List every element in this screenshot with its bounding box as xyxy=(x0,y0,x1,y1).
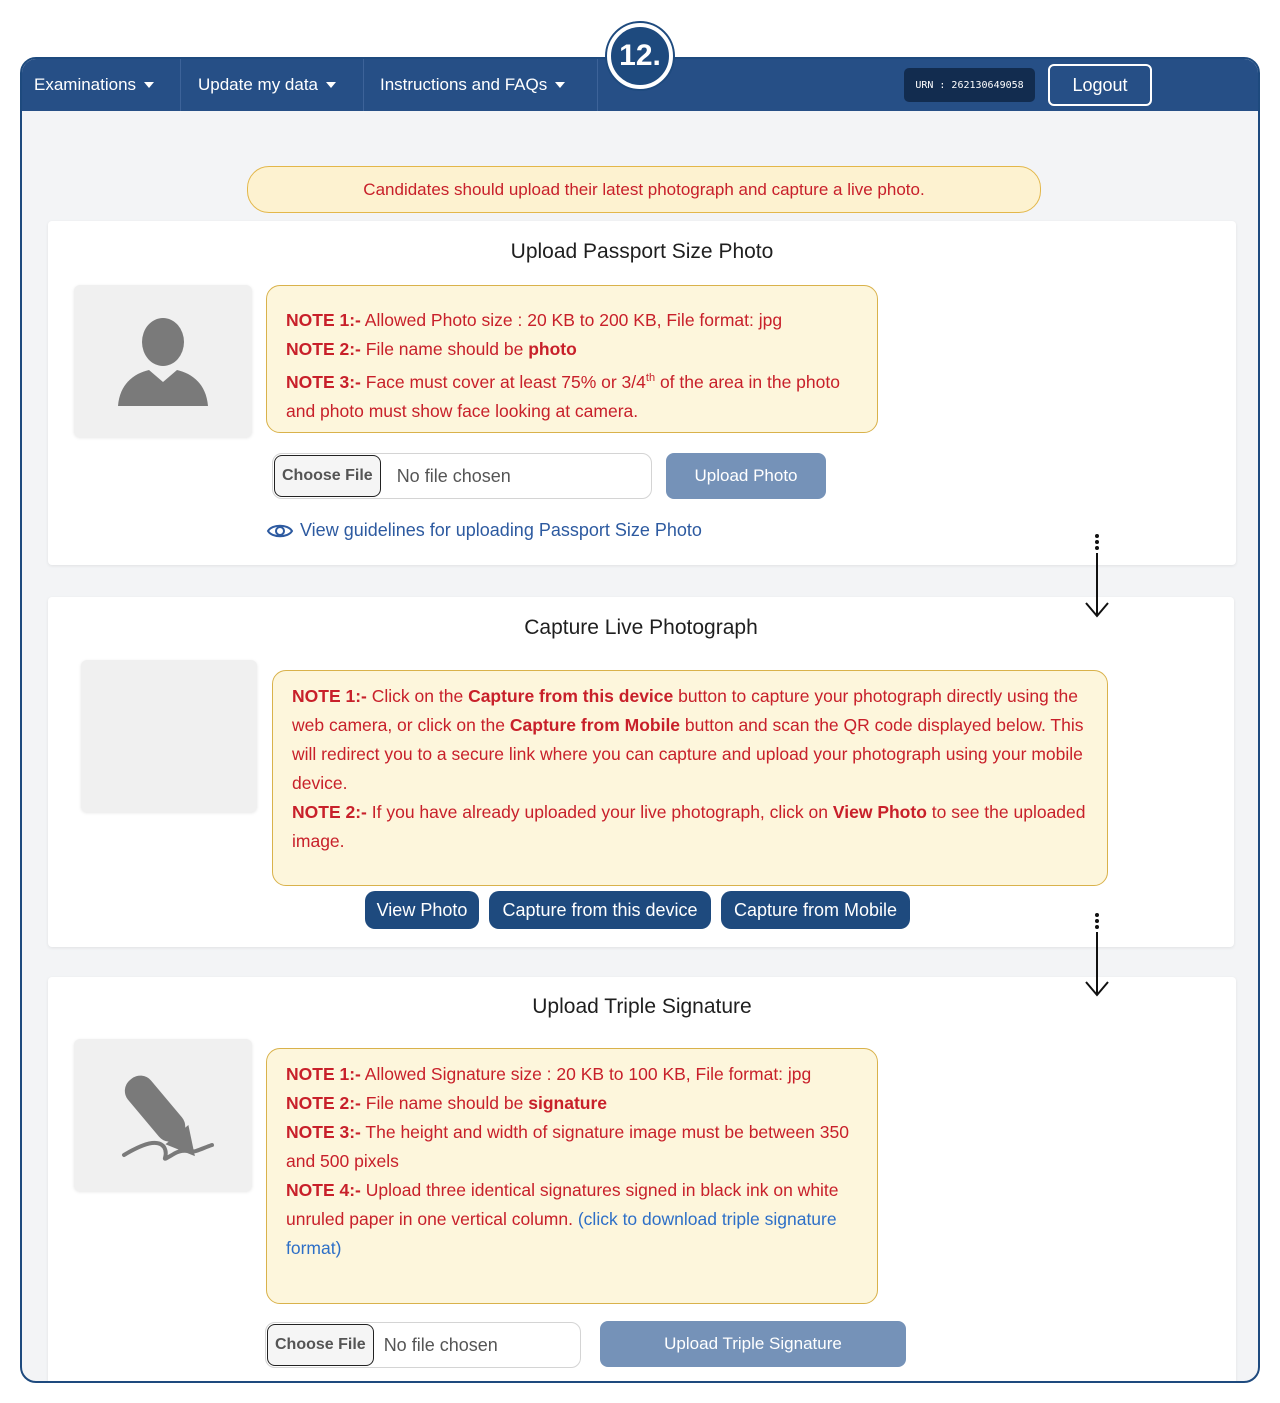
note-text: Upload three identical signatures signed in black ink on white unruled paper in one vertical column. xyxy=(286,1180,839,1229)
signature-card-title: Upload Triple Signature xyxy=(532,995,752,1018)
caret-down-icon xyxy=(555,82,565,88)
note-text: button and scan the QR code displayed below. This will redirect you to a secure link where you can capture and upload your photograph using your mobile device. xyxy=(292,715,1084,793)
note-emphasis: photo xyxy=(528,339,577,359)
live-photo-preview xyxy=(81,660,257,812)
logout-button[interactable]: Logout xyxy=(1048,64,1152,106)
pen-signature-icon xyxy=(74,1039,252,1191)
note-emphasis: signature xyxy=(528,1093,608,1113)
choose-file-button[interactable]: Choose File xyxy=(274,455,381,497)
user-silhouette-icon xyxy=(74,285,252,437)
note-label: NOTE 2:- xyxy=(292,802,367,822)
caret-down-icon xyxy=(144,82,154,88)
signature-card xyxy=(48,977,1236,1383)
nav-update-my-data[interactable] xyxy=(181,59,364,111)
note-text: Allowed Signature size : 20 KB to 100 KB, File format: jpg xyxy=(364,1064,812,1084)
file-status: No file chosen xyxy=(396,465,511,486)
upload-photo-button[interactable]: Upload Photo xyxy=(666,453,826,499)
note-label: NOTE 3:- xyxy=(286,371,361,392)
eye-icon xyxy=(266,521,294,541)
step-number-badge: 12. xyxy=(607,23,673,89)
passport-file-input[interactable] xyxy=(272,453,652,499)
nav-examinations-label: Examinations xyxy=(34,75,137,94)
live-photo-card xyxy=(48,597,1234,947)
note-label: NOTE 1:- xyxy=(292,686,367,706)
capture-mobile-button[interactable]: Capture from Mobile xyxy=(721,891,910,929)
note-label: NOTE 1:- xyxy=(286,1064,361,1084)
note-text: The height and width of signature image must be between 350 and 500 pixels xyxy=(286,1122,849,1171)
guidelines-link-label: View guidelines for uploading Passport Size Photo xyxy=(300,520,702,540)
signature-notes xyxy=(266,1048,878,1304)
download-format-link[interactable]: (click to download triple signature format) xyxy=(286,1209,837,1258)
note-superscript: th xyxy=(645,372,656,384)
nav-instructions-faqs[interactable] xyxy=(364,59,598,111)
signature-placeholder xyxy=(74,1039,252,1191)
urn-badge: URN : 262130649058 xyxy=(904,68,1035,102)
note-label: NOTE 1:- xyxy=(286,310,361,330)
note-emphasis: Capture from Mobile xyxy=(509,715,681,735)
guidelines-link[interactable] xyxy=(266,520,702,541)
info-banner: Candidates should upload their latest photograph and capture a live photo. xyxy=(247,166,1041,213)
note-label: NOTE 2:- xyxy=(286,339,361,359)
note-label: NOTE 2:- xyxy=(286,1093,361,1113)
note-label: NOTE 3:- xyxy=(286,1122,361,1142)
live-notes xyxy=(272,670,1108,886)
capture-device-button[interactable]: Capture from this device xyxy=(489,891,711,929)
down-arrow-icon xyxy=(1082,910,1112,1000)
choose-file-button[interactable]: Choose File xyxy=(267,1324,374,1366)
nav-examinations[interactable] xyxy=(22,59,181,111)
note-text: If you have already uploaded your live photograph, click on xyxy=(371,802,829,822)
note-text: to see the uploaded image. xyxy=(292,802,1086,851)
nav-update-label: Update my data xyxy=(198,75,319,94)
note-emphasis: View Photo xyxy=(832,802,927,822)
note-text: button to capture your photograph directly using the web camera, or click on the xyxy=(292,686,1078,735)
upload-signature-button[interactable]: Upload Triple Signature xyxy=(600,1321,906,1367)
live-card-title: Capture Live Photograph xyxy=(524,616,758,639)
app-frame xyxy=(20,57,1260,1383)
note-text: Allowed Photo size : 20 KB to 200 KB, File format: jpg xyxy=(364,310,783,330)
view-photo-button[interactable]: View Photo xyxy=(365,891,479,929)
passport-card-title: Upload Passport Size Photo xyxy=(510,240,774,263)
passport-photo-placeholder xyxy=(74,285,252,437)
passport-notes xyxy=(266,285,878,433)
note-text: Click on the xyxy=(371,686,464,706)
note-label: NOTE 4:- xyxy=(286,1180,361,1200)
down-arrow-icon xyxy=(1082,531,1112,621)
note-text: of the area in the photo and photo must show face looking at camera. xyxy=(286,371,840,421)
note-text: File name should be xyxy=(365,339,524,359)
signature-file-input[interactable] xyxy=(265,1322,581,1368)
file-status: No file chosen xyxy=(383,1334,498,1355)
note-emphasis: Capture from this device xyxy=(468,686,674,706)
nav-instructions-label: Instructions and FAQs xyxy=(380,75,548,94)
caret-down-icon xyxy=(326,82,336,88)
note-text: Face must cover at least 75% or 3/4 xyxy=(365,371,646,392)
passport-photo-card xyxy=(48,221,1236,565)
note-text: File name should be xyxy=(365,1093,524,1113)
